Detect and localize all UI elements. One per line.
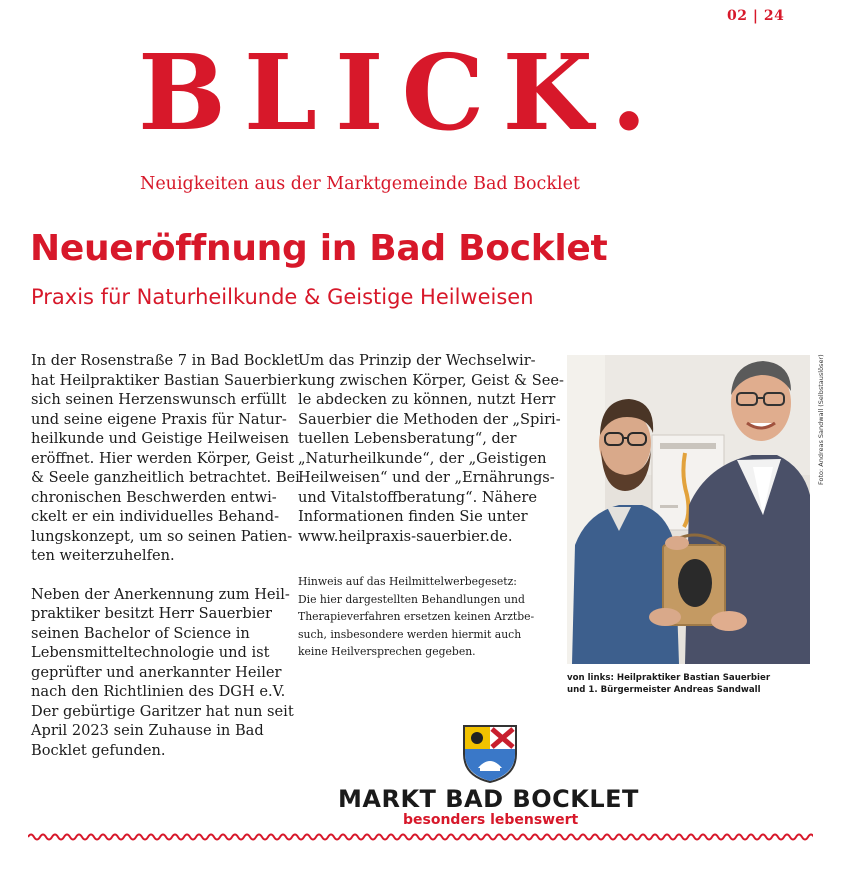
logo-name: MARKT BAD BOCKLET xyxy=(338,785,639,813)
wave-divider xyxy=(28,830,813,844)
text-line: eröffnet. Hier werden Körper, Geist xyxy=(31,449,294,467)
text-line: und Vitalstoffberatung“. Nähere xyxy=(298,488,537,506)
issue-number: 02 | 24 xyxy=(727,8,785,24)
text-line: chronischen Beschwerden entwi- xyxy=(31,488,277,506)
text-line: geprüfter und anerkannter Heiler xyxy=(31,663,282,681)
text-line: seinen Bachelor of Science in xyxy=(31,624,250,642)
photo-credit xyxy=(811,355,829,490)
photo-illustration xyxy=(567,355,810,664)
text-line: sich seinen Herzenswunsch erfüllt xyxy=(31,391,287,408)
paragraph-qualifications xyxy=(31,585,294,761)
text-line: heilkunde und Geistige Heilweisen xyxy=(31,430,290,447)
text-line: ckelt er ein individuelles Behand- xyxy=(31,508,280,525)
text-line: le abdecken zu können, nutzt Herr xyxy=(298,391,556,408)
website-link[interactable]: www.heilpraxis-sauerbier.de. xyxy=(298,527,513,545)
text-line: nach den Richtlinien des DGH e.V. xyxy=(31,683,286,700)
legal-note xyxy=(298,573,543,661)
text-line: Bocklet gefunden. xyxy=(31,741,166,759)
legal-note-title: Hinweis auf das Heilmittelwerbegesetz: xyxy=(298,575,517,588)
text-line: ten weiterzuhelfen. xyxy=(31,547,175,564)
text-line: und seine eigene Praxis für Natur- xyxy=(31,410,287,428)
text-line: In der Rosenstraße 7 in Bad Bocklet xyxy=(31,352,300,369)
text-line: hat Heilpraktiker Bastian Sauerbier xyxy=(31,371,298,389)
text-line: Die hier dargestellten Behandlungen und xyxy=(298,592,525,606)
article-column-1 xyxy=(31,351,300,779)
text-line: „Naturheilkunde“, der „Geistigen xyxy=(298,449,547,467)
text-line: & Seele ganzheitlich betrachtet. Bei xyxy=(31,469,300,486)
masthead-tagline: Neuigkeiten aus der Marktgemeinde Bad Bocklet xyxy=(140,174,580,194)
paragraph-practice-opening xyxy=(31,351,300,566)
text-line: tuellen Lebensberatung“, der xyxy=(298,430,517,447)
text-line: Therapieverfahren ersetzen keinen Arztbe- xyxy=(298,610,535,623)
text-line: Neben der Anerkennung zum Heil- xyxy=(31,585,290,603)
text-line: April 2023 sein Zuhause in Bad xyxy=(31,722,264,739)
caption-line: von links: Heilpraktiker Bastian Sauerbier xyxy=(567,673,771,683)
text-line: Heilweisen“ und der „Ernährungs- xyxy=(298,469,555,486)
article-photo xyxy=(567,355,810,664)
caption-line: und 1. Bürgermeister Andreas Sandwall xyxy=(567,684,761,695)
logo-slogan: besonders lebenswert xyxy=(403,812,579,828)
photo-credit-text: Foto: Andreas Sandwall (Selbstauslöser) xyxy=(817,354,825,485)
text-line: praktiker besitzt Herr Sauerbier xyxy=(31,605,272,622)
coat-of-arms-icon xyxy=(462,724,518,784)
text-line: Der gebürtige Garitzer hat nun seit xyxy=(31,702,294,720)
text-line: Informationen finden Sie unter xyxy=(298,508,528,525)
text-line: such, insbesondere werden hiermit auch xyxy=(298,627,522,641)
text-line: Lebensmitteltechnologie und ist xyxy=(31,644,270,661)
text-line: kung zwischen Körper, Geist & See- xyxy=(298,371,564,389)
article-column-2 xyxy=(298,351,564,565)
masthead-title: BLICK. xyxy=(138,31,666,154)
photo-caption xyxy=(567,673,817,696)
text-line: Um das Prinzip der Wechselwir- xyxy=(298,352,536,369)
text-line: keine Heilversprechen gegeben. xyxy=(298,645,476,658)
paragraph-methods xyxy=(298,351,564,546)
article-headline: Neueröffnung in Bad Bocklet xyxy=(30,228,608,269)
text-line: Sauerbier die Methoden der „Spiri- xyxy=(298,410,561,428)
text-line: lungskonzept, um so seinen Patien- xyxy=(31,527,293,545)
article-subheadline: Praxis für Naturheilkunde & Geistige Heilweisen xyxy=(31,285,534,309)
